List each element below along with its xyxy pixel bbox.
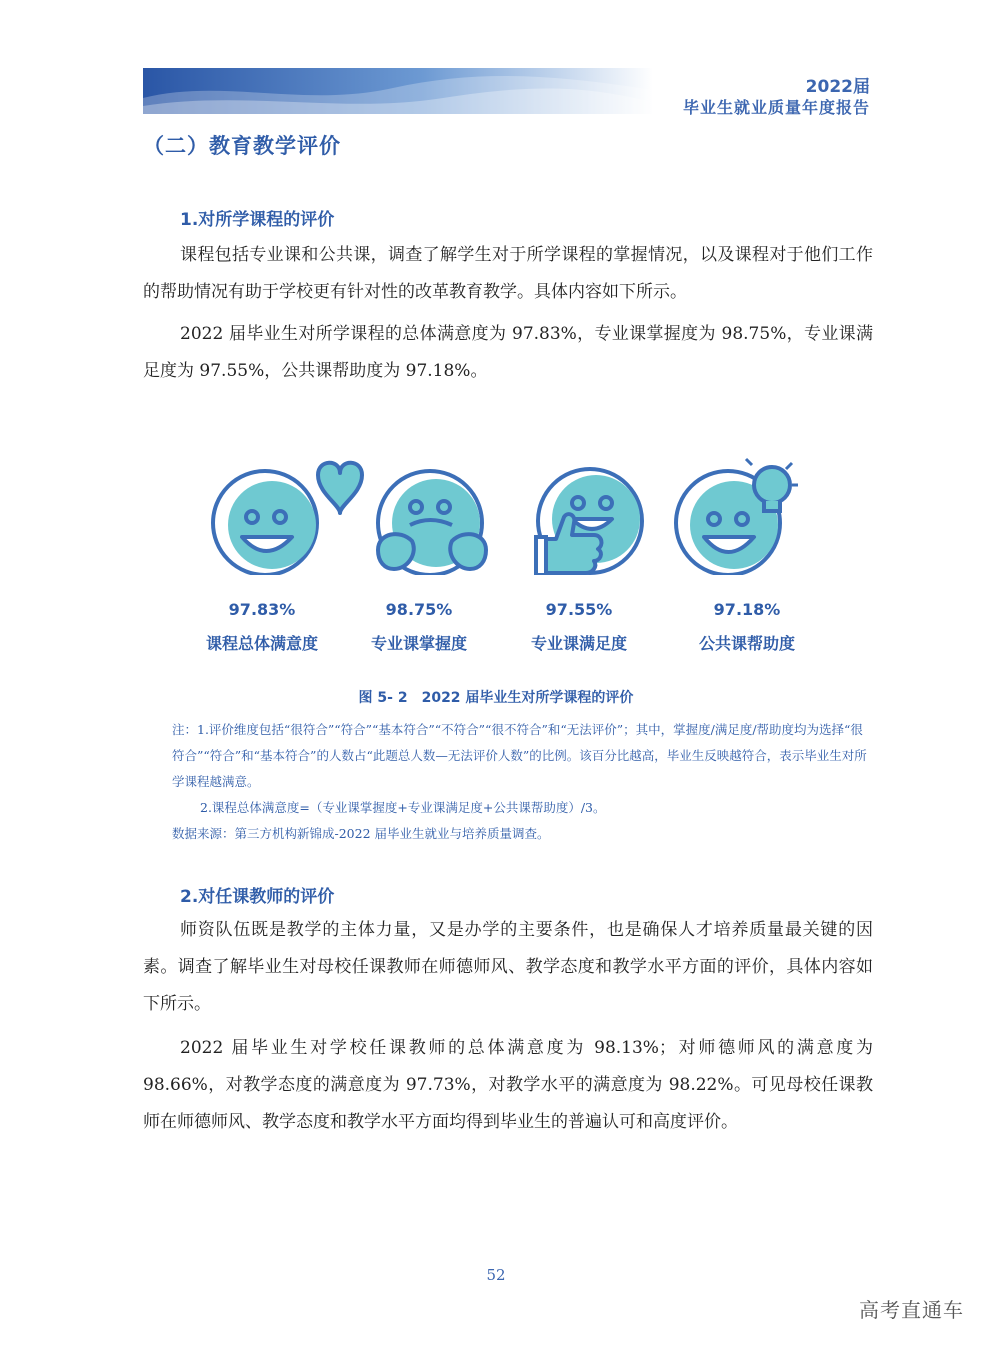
figure-note: 2.课程总体满意度=（专业课掌握度+专业课满足度+公共课帮助度）/3。 (200, 800, 606, 815)
figure-note: 注：1.评价维度包括“很符合”“符合”“基本符合”“不符合”“很不符合”和“无法评价”；其中，掌握度/满足度/帮助度均为选择“很符合”“符合”和“基本符合”的人数占“此题总人数—无法评价人数”的比例。该百分比越高，毕业生反映越符合，表示毕业生对所学课程越满意。 (172, 722, 867, 789)
subsection-title-teachers: 2.对任课教师的评价 (180, 887, 335, 907)
paragraph: 师资队伍既是教学的主体力量，又是办学的主要条件，也是确保人才培养质量最关键的因素。调查了解毕业生对母校任课教师在师德师风、教学态度和教学水平方面的评价，具体内容如下所示。 (143, 920, 873, 1014)
paragraph: 2022 届毕业生对学校任课教师的总体满意度为 98.13%；对师德师风的满意度为 98.66%，对教学态度的满意度为 97.73%，对教学水平的满意度为 98.22%。可见母校任课教师在师德师风、教学态度和教学水平方面均得到毕业生的普遍认可和高度评价。 (143, 1038, 873, 1132)
stat-value: 97.55% (545, 600, 613, 619)
smiley-hands-icon (378, 471, 486, 575)
paragraph: 课程包括专业课和公共课，调查了解学生对于所学课程的掌握情况，以及课程对于他们工作的帮助情况有助于学校更有针对性的改革教育教学。具体内容如下所示。 (143, 245, 873, 302)
report-year: 2022届 (805, 77, 870, 97)
stat-label: 专业课满足度 (530, 634, 627, 653)
subsection-title-courses: 1.对所学课程的评价 (180, 210, 335, 230)
stat-value: 98.75% (385, 600, 453, 619)
watermark: 高考直通车 (859, 1298, 964, 1322)
page-number: 52 (486, 1266, 506, 1284)
stat-label: 专业课掌握度 (370, 634, 467, 653)
paragraph: 2022 届毕业生对所学课程的总体满意度为 97.83%，专业课掌握度为 98.75%，专业课满足度为 97.55%，公共课帮助度为 97.18%。 (143, 324, 873, 381)
report-title: 毕业生就业质量年度报告 (682, 98, 870, 117)
stat-label: 课程总体满意度 (205, 634, 318, 653)
stat-value: 97.18% (713, 600, 781, 619)
stat-label: 公共课帮助度 (698, 634, 795, 653)
smiley-lightbulb-icon (676, 459, 798, 575)
stat-value: 97.83% (228, 600, 296, 619)
figure-caption: 图 5- 2 2022 届毕业生对所学课程的评价 (358, 690, 634, 706)
data-source: 数据来源：第三方机构新锦成-2022 届毕业生就业与培养质量调查。 (172, 826, 550, 841)
smiley-thumbs-up-icon (536, 469, 642, 575)
section-title: （二）教育教学评价 (143, 134, 341, 158)
header-banner (143, 68, 653, 114)
evaluation-icons (200, 455, 800, 575)
smiley-heart-icon (213, 463, 362, 575)
